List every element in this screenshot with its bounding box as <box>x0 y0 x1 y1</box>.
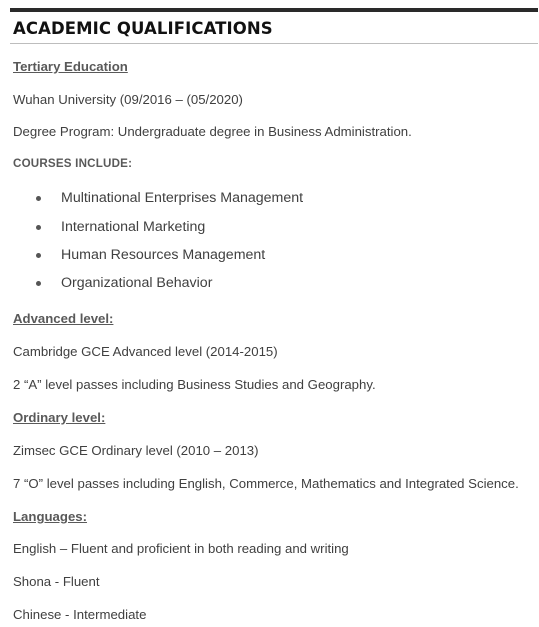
ordinary-heading: Ordinary level: <box>13 410 106 425</box>
tertiary-program: Degree Program: Undergraduate degree in Business Administration. <box>13 124 412 139</box>
bullet-icon <box>36 225 41 230</box>
top-divider <box>10 8 538 12</box>
language-item: Shona - Fluent <box>13 574 100 589</box>
ordinary-result: 7 “O” level passes including English, Commerce, Mathematics and Integrated Science. <box>13 476 519 491</box>
advanced-exam: Cambridge GCE Advanced level (2014-2015) <box>13 344 278 359</box>
section-title: ACADEMIC QUALIFICATIONS <box>13 19 273 38</box>
course-label: International Marketing <box>61 219 206 235</box>
bullet-icon <box>36 253 41 258</box>
title-underline <box>10 43 538 44</box>
courses-heading: COURSES INCLUDE: <box>13 157 133 170</box>
course-label: Human Resources Management <box>61 247 266 263</box>
bullet-icon <box>36 196 41 201</box>
tertiary-heading: Tertiary Education <box>13 59 128 74</box>
course-label: Multinational Enterprises Management <box>61 190 304 206</box>
bullet-icon <box>36 281 41 286</box>
advanced-result: 2 “A” level passes including Business Studies and Geography. <box>13 377 376 392</box>
course-label: Organizational Behavior <box>61 275 213 291</box>
languages-heading: Languages: <box>13 509 88 524</box>
ordinary-exam: Zimsec GCE Ordinary level (2010 – 2013) <box>13 443 259 458</box>
language-item: English – Fluent and proficient in both reading and writing <box>13 541 349 556</box>
advanced-heading: Advanced level: <box>13 311 114 326</box>
tertiary-institution: Wuhan University (09/2016 – (05/2020) <box>13 92 243 107</box>
language-item: Chinese - Intermediate <box>13 607 147 622</box>
